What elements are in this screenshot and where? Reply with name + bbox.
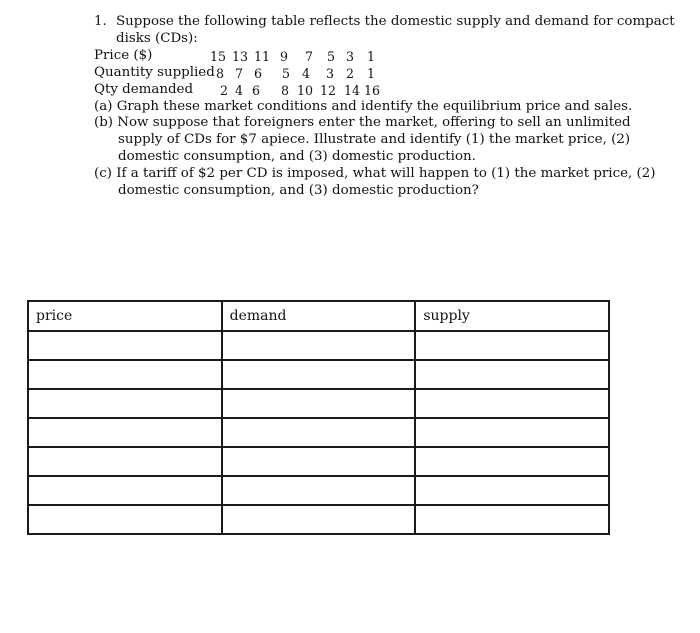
- table-row: [28, 360, 609, 389]
- supply-cell[interactable]: [415, 389, 609, 418]
- price-cell[interactable]: [28, 476, 222, 505]
- price-column-header: price: [28, 301, 222, 331]
- quantity-supplied-value: 7: [234, 65, 243, 81]
- price-value: 1: [366, 48, 375, 64]
- supply-cell[interactable]: [415, 505, 609, 534]
- quantity-demanded-value: 2: [219, 82, 228, 98]
- price-value: 3: [345, 48, 354, 64]
- part-c-text-1: (c) If a tariff of $2 per CD is imposed, what will happen to (1) the market price, (2): [94, 165, 656, 181]
- part-b-text-2: supply of CDs for $7 apiece. Illustrate and identify (1) the market price, (2): [118, 132, 631, 148]
- quantity-demanded-value: 8: [280, 82, 289, 98]
- quantity-supplied-row: [94, 65, 654, 82]
- quantity-demanded-value: 16: [363, 82, 381, 98]
- supply-cell[interactable]: [415, 360, 609, 389]
- part-a-text: (a) Graph these market conditions and identify the equilibrium price and sales.: [94, 98, 633, 114]
- table-row: [28, 505, 609, 534]
- table-row: [28, 476, 609, 505]
- price-value: 13: [231, 48, 249, 64]
- price-value: 9: [279, 48, 288, 64]
- table-row: [28, 418, 609, 447]
- question-intro-text-1: Suppose the following table reflects the domestic supply and demand for compact: [116, 14, 675, 29]
- quantity-demanded-row: [94, 82, 654, 99]
- table-row: [28, 447, 609, 476]
- demand-cell[interactable]: [222, 331, 416, 360]
- price-value: 7: [304, 48, 313, 64]
- demand-column-header: demand: [222, 301, 416, 331]
- quantity-demanded-value: 12: [319, 82, 337, 98]
- price-cell[interactable]: [28, 505, 222, 534]
- quantity-supplied-value: 4: [301, 65, 310, 81]
- answer-table: [27, 300, 610, 535]
- answer-table-header-row: [28, 301, 609, 331]
- quantity-supplied-value: 1: [366, 65, 375, 81]
- quantity-demanded-label: Qty demanded: [94, 81, 194, 97]
- supply-cell[interactable]: [415, 331, 609, 360]
- price-cell[interactable]: [28, 360, 222, 389]
- quantity-supplied-label: Quantity supplied: [94, 64, 215, 80]
- price-cell[interactable]: [28, 447, 222, 476]
- quantity-supplied-value: 5: [281, 65, 290, 81]
- question-number: 1.: [94, 14, 107, 29]
- quantity-demanded-value: 4: [234, 82, 243, 98]
- price-value: 15: [209, 48, 227, 64]
- demand-cell[interactable]: [222, 389, 416, 418]
- table-row: [28, 331, 609, 360]
- question-intro-text-2: disks (CDs):: [116, 30, 198, 46]
- quantity-supplied-value: 3: [325, 65, 334, 81]
- supply-cell[interactable]: [415, 476, 609, 505]
- quantity-demanded-value: 10: [296, 82, 314, 98]
- part-b-text-1: (b) Now suppose that foreigners enter the market, offering to sell an unlimited: [94, 115, 631, 131]
- price-value: 5: [326, 48, 335, 64]
- price-value: 11: [253, 48, 271, 64]
- problem-statement: [94, 14, 675, 199]
- demand-cell[interactable]: [222, 360, 416, 389]
- supply-cell[interactable]: [415, 447, 609, 476]
- demand-cell[interactable]: [222, 505, 416, 534]
- price-label: Price ($): [94, 47, 153, 63]
- demand-cell[interactable]: [222, 447, 416, 476]
- quantity-supplied-value: 8: [215, 65, 224, 81]
- demand-cell[interactable]: [222, 476, 416, 505]
- quantity-demanded-value: 6: [251, 82, 260, 98]
- price-cell[interactable]: [28, 418, 222, 447]
- quantity-demanded-value: 14: [343, 82, 361, 98]
- table-row: [28, 389, 609, 418]
- price-row: [94, 48, 654, 65]
- quantity-supplied-value: 2: [345, 65, 354, 81]
- question-intro-line-1: [94, 14, 675, 31]
- supply-cell[interactable]: [415, 418, 609, 447]
- supply-column-header: supply: [415, 301, 609, 331]
- price-cell[interactable]: [28, 389, 222, 418]
- quantity-supplied-value: 6: [253, 65, 262, 81]
- price-cell[interactable]: [28, 331, 222, 360]
- part-c-text-2: domestic consumption, and (3) domestic production?: [118, 182, 479, 198]
- demand-cell[interactable]: [222, 418, 416, 447]
- part-b-text-3: domestic consumption, and (3) domestic production.: [118, 148, 476, 164]
